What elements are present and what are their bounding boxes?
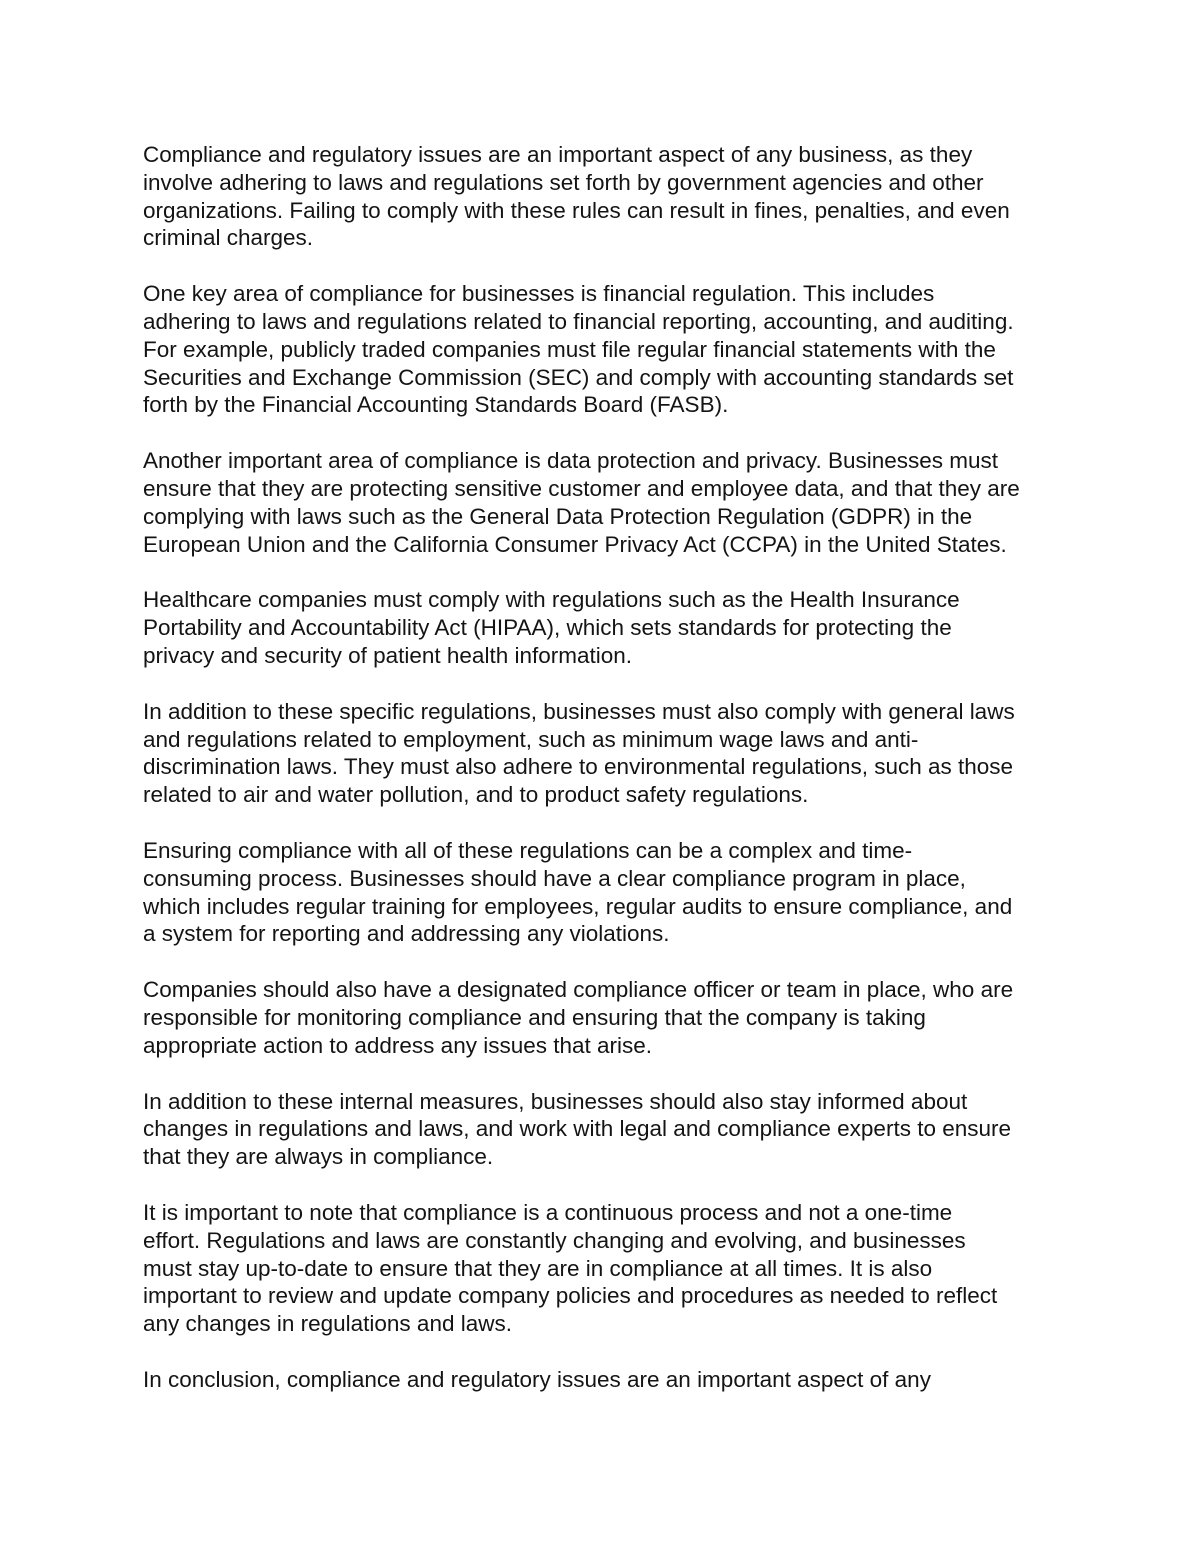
- text-line: changes in regulations and laws, and work with legal and compliance experts to ensure: [143, 1116, 1012, 1142]
- paragraph-5: [143, 698, 1073, 809]
- paragraph-7: [143, 976, 1073, 1059]
- text-line: ensure that they are protecting sensitive customer and employee data, and that they are: [143, 475, 1020, 501]
- text-line: must stay up-to-date to ensure that they are in compliance at all times. It is also: [143, 1255, 933, 1281]
- text-line: consuming process. Businesses should have a clear compliance program in place,: [143, 865, 966, 891]
- text-line: forth by the Financial Accounting Standards Board (FASB).: [143, 392, 729, 418]
- paragraph-3: [143, 447, 1073, 558]
- text-line: Another important area of compliance is data protection and privacy. Businesses must: [143, 448, 999, 474]
- text-line: which includes regular training for employees, regular audits to ensure compliance, and: [143, 893, 1013, 919]
- text-line: In addition to these specific regulations, businesses must also comply with general laws: [143, 698, 1015, 724]
- paragraph-2: [143, 280, 1073, 419]
- text-line: Securities and Exchange Commission (SEC) and comply with accounting standards set: [143, 364, 1014, 390]
- text-line: effort. Regulations and laws are constantly changing and evolving, and businesses: [143, 1227, 966, 1253]
- text-line: involve adhering to laws and regulations set forth by government agencies and other: [143, 169, 984, 195]
- text-line: that they are always in compliance.: [143, 1144, 494, 1170]
- text-line: complying with laws such as the General Data Protection Regulation (GDPR) in the: [143, 503, 973, 529]
- text-line: any changes in regulations and laws.: [143, 1311, 512, 1337]
- paragraph-1: [143, 141, 1073, 252]
- paragraph-10: [143, 1366, 1073, 1394]
- text-line: adhering to laws and regulations related to financial reporting, accounting, and auditing.: [143, 308, 1014, 334]
- text-line: responsible for monitoring compliance and ensuring that the company is taking: [143, 1004, 926, 1030]
- text-line: important to review and update company policies and procedures as needed to reflect: [143, 1283, 998, 1309]
- text-line: Ensuring compliance with all of these regulations can be a complex and time-: [143, 837, 913, 863]
- text-line: organizations. Failing to comply with these rules can result in fines, penalties, and even: [143, 197, 1010, 223]
- text-line: privacy and security of patient health information.: [143, 642, 633, 668]
- text-line: Companies should also have a designated compliance officer or team in place, who are: [143, 977, 1014, 1003]
- text-line: related to air and water pollution, and to product safety regulations.: [143, 782, 809, 808]
- text-line: In addition to these internal measures, businesses should also stay informed about: [143, 1088, 968, 1114]
- paragraph-4: [143, 586, 1073, 669]
- document-body: [143, 141, 1073, 1422]
- text-line: For example, publicly traded companies must file regular financial statements with the: [143, 336, 996, 362]
- text-line: One key area of compliance for businesses is financial regulation. This includes: [143, 281, 935, 307]
- paragraph-6: [143, 837, 1073, 948]
- text-line: European Union and the California Consumer Privacy Act (CCPA) in the United States.: [143, 531, 1007, 557]
- text-line: criminal charges.: [143, 225, 314, 251]
- text-line: It is important to note that compliance is a continuous process and not a one-time: [143, 1199, 953, 1225]
- text-line: Portability and Accountability Act (HIPAA), which sets standards for protecting the: [143, 615, 952, 641]
- text-line: discrimination laws. They must also adhere to environmental regulations, such as those: [143, 754, 1014, 780]
- text-line: and regulations related to employment, such as minimum wage laws and anti-: [143, 726, 919, 752]
- paragraph-8: [143, 1088, 1073, 1171]
- text-line: a system for reporting and addressing any violations.: [143, 921, 670, 947]
- text-line: Healthcare companies must comply with regulations such as the Health Insurance: [143, 587, 960, 613]
- paragraph-9: [143, 1199, 1073, 1338]
- text-line: appropriate action to address any issues that arise.: [143, 1032, 653, 1058]
- text-line: In conclusion, compliance and regulatory issues are an important aspect of any: [143, 1366, 931, 1392]
- text-line: Compliance and regulatory issues are an important aspect of any business, as they: [143, 142, 973, 167]
